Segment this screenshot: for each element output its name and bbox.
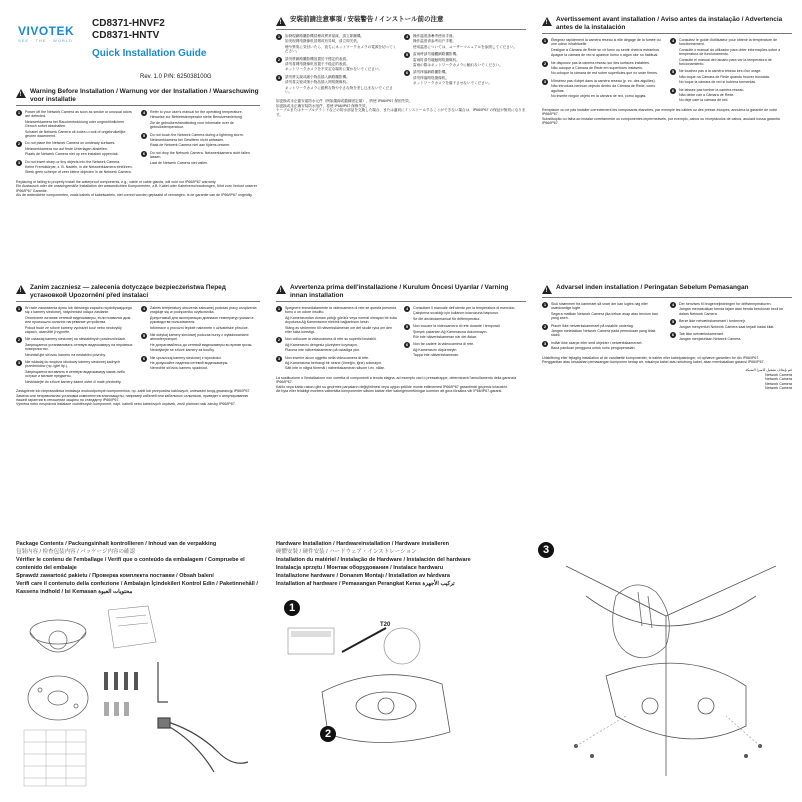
label-sticker-bar [291, 631, 331, 637]
step-number-icon: 4 [142, 110, 146, 115]
warning-text: Non inserire alcun oggetto nella videocamera di rete. [285, 355, 370, 360]
warning-text: Zie de gebruikershandleiding voor informatie over de gebruikstemperatuur. [150, 120, 234, 130]
subtitle-line: Installation af hardware / Pemasangan Perangkat Keras تركيب الأجهزة [276, 581, 455, 587]
warning-text: Nie ustawiaj kamery sieciowej na niestabilnych powierzchniach. [25, 337, 127, 342]
warning-text: Jangan menjatuhkan Network Camera. [679, 337, 742, 342]
warning-text: Ne laissez pas tomber la caméra réseau. [679, 87, 745, 92]
screwdriver [342, 628, 386, 652]
note-line: Network Camera [765, 381, 792, 386]
warning-item [404, 306, 526, 321]
warning-text: Der henvises til brugervejledningen for driftstemperaturen. [679, 302, 772, 306]
step-number-icon: 4 [671, 302, 675, 307]
step-number-icon: 3 [277, 74, 281, 80]
step-number-icon: 6 [405, 70, 409, 76]
warning-item [404, 34, 526, 49]
warning-text: 如发现网络摄像机冒烟或有异味，请立即关机。 [285, 39, 361, 44]
note-line: ケーブルまたはケーブルグランドなどの防水部品を交換した場合、または適切にインストールすることができない場合は、IP66/IP67 の保証が無効になります。 [276, 108, 526, 117]
note-line: Ein Austausch oder die unsachgemäße Installation der wasserdichten Komponenten, z.B. Kabel oder Kabelverschraubungen, führt zum Verlust unserer IP66/IP67 Garantie. [16, 184, 257, 193]
arabic-warnings [542, 368, 792, 390]
hardware-title: Hardware Installation / Hardwareinstallation / Hardware installeren [276, 541, 449, 547]
warning-item [141, 110, 260, 130]
warning-text: Ne disposez pas la caméra réseau sur des surfaces instables. [551, 60, 650, 65]
step-3-badge: 3 [538, 542, 554, 558]
warning-text: Çalıştırma sıcaklığı için kullanım kılavuzuna başvurun. [413, 311, 500, 316]
note-line: Substituição ou falha ao instalar corretamente os componentes impermeáveis, por exemplo, cabos ou receptáculos de cabos, anulará nossa garantia IP66/IP67. [542, 116, 780, 126]
warning-item [276, 306, 398, 334]
note-line: Network Camera [765, 372, 792, 377]
hardware-illustration [282, 622, 522, 792]
step-number-icon: 6 [671, 332, 675, 338]
warning-heading: ! Warning Before Installation / Warnung vor der Installation / Waarschuwing voor installatie [16, 88, 260, 106]
model-names: CD8371-HNVF2 CD8371-HNTV [92, 18, 165, 41]
warning-text: Zakres temperatury otoczenia zalecanej podczas pracy urządzenia znajduje się w podręczniku użytkownika. [150, 306, 257, 315]
warning-item [670, 38, 792, 66]
step-number-icon: 2 [543, 323, 547, 329]
step-number-icon: 5 [405, 324, 409, 330]
warning-text: Raak de Netwerk Camera niet aan tijdens onweer. [150, 143, 231, 148]
warning-text: Netzwerkkamera bei Rauchentwicklung oder ungewöhnlichem Geruch sofort abschalten. [25, 119, 125, 129]
subtitle-line: Sprawdź zawartość pakietu / Проверка комплекта поставки / Obsah balení [16, 573, 214, 579]
warning-text: Sätt inte in några föremål i nätverkskameran såsom t.ex. nålar. [285, 366, 385, 371]
warning-icon [16, 285, 26, 295]
warning-text: Se din användarmanual för driftemperatur. [413, 316, 481, 321]
warning-text: Steek geen scherpe of zeer kleine objecten in de Netwerk Camera. [25, 170, 132, 175]
warning-item [404, 324, 526, 339]
warranty-note [16, 389, 260, 407]
warning-icon [542, 285, 552, 295]
warning-text: 雷雨時請勿碰觸網路攝影機。 [413, 52, 460, 57]
step-number-icon: 6 [671, 87, 675, 93]
warning-text: Pokud bude ze síťové kamery vycházet kouř nebo neobvyklý zápach, okamžitě ji vypněte. [25, 325, 122, 335]
step-number-icon: 1 [17, 110, 21, 115]
note-line: Kablo veya kablo rakoru gibi su geçirmez parçaların değiştirilmesi veya uygun şekilde monte edilmemesi IP66/IP67 garantimizi geçersiz kılacaktır. [276, 384, 508, 389]
warning-text: Não toque na Câmara de Rede quando houver trovoada. [679, 74, 770, 79]
note-line: Network Camera [765, 377, 792, 382]
package-illustration [18, 602, 258, 792]
warning-text: Apague la cámara de red si aparece humo o algún olor no habitual. [551, 53, 659, 58]
warning-text: No toque la cámara de red si hubiera tormentas. [679, 80, 757, 85]
warning-text: 如發現網路攝影機冒煙或異常氣味，請立即關機。 [285, 34, 365, 38]
warning-text: Refer to your user's manual for the operating temperature. [150, 110, 243, 114]
warning-text: Consultez le guide d'utilisateur pour obtenir la température de fonctionnement. [679, 38, 777, 47]
warning-text: Desligue a Câmara de Rede se vir fumo ou sentir cheiros estranhos. [551, 47, 661, 52]
warning-text: 操作温度请参考用户手册。 [413, 39, 457, 44]
warning-text: Do not insert sharp or tiny objects into the Network Camera. [25, 159, 121, 164]
guide-title: Quick Installation Guide [92, 48, 207, 59]
fr-warning-panel [536, 4, 798, 266]
warning-text: Tappa inte nätverkskameran. [413, 353, 460, 358]
warning-text: Informace o provozní teplotě naleznete v uživatelské příručce. [150, 325, 249, 330]
note-line: Výměna nebo nesprávná instalace vodotěsných komponent, např. kabelů nebo kabelových ucpávek, zruší platnost naší záruky IP66/IP67. [16, 402, 236, 407]
camera-dome [30, 620, 86, 652]
warning-item [670, 319, 792, 329]
warning-text: Non collocare la videocamera di rete su superfici instabili. [285, 337, 377, 342]
step-number-icon: 5 [405, 52, 409, 58]
step-number-icon: 3 [277, 355, 281, 361]
note-line: Zastąpienie lub nieprawidłowa instalacja wodoodpornych komponentów, np. kabli lub przepustów kablowych, unieważni twoją gwarancję IP66/IP67. [16, 389, 251, 394]
screws [104, 672, 138, 690]
note-line: Замена или неправильная установка компонентов влагозащиты, например кабелей или кабельных сальников, приведет к аннулированию нашей гарантии в отношении защиты по стандарту IP66/IP67. [16, 393, 249, 402]
warning-item [670, 332, 792, 342]
subtitle-line: Installazione hardware / Donanım Montajı / Installation av hårdvara [276, 573, 450, 579]
warning-text: 請勿將網路攝影機放置於不穩定的表面。 [285, 56, 350, 61]
warning-text: Non toccare la videocamera di rete durante i temporali. [413, 324, 501, 329]
warning-icon [542, 17, 552, 27]
warning-text: Nevkládejte do síťové kamery žádné ostré či malé předměty. [25, 379, 122, 384]
warning-text: 操作溫度請參考使用手冊。 [413, 34, 457, 38]
camera-body [606, 663, 746, 739]
warning-text: Не дотрагивайтесь до сетевой видеокамеры во время грозы. [150, 342, 253, 347]
warning-text: Şimşek çakarken Ağ Kamerasına dokunmayın. [413, 329, 488, 334]
warning-text: Laat de Netwerk Camera niet vallen. [150, 160, 209, 165]
warning-item [276, 337, 398, 352]
warning-text: Placera inte nätverkskameran på ostadiga ytor. [285, 348, 360, 353]
step-number-icon: 6 [142, 355, 146, 361]
warning-text: Netzwerkkamera nur auf feste Unterlagen abstellen. [25, 146, 108, 151]
warning-text: Spegnere immediatamente la videocamera di rete se questa presenta fumo o un odore insolito. [285, 306, 397, 315]
hand-icon [613, 585, 670, 658]
guide-booklet [108, 606, 156, 648]
warning-text: Jangan memasukkan benda tajam atau benda berukuran kecil ke dalam Network Camera. [679, 307, 784, 316]
note-line: La sostituzione o l'installazione non corretta di componenti a tenuta stagna, ad esempio cavi o pressatrappe, determinerà l'annullamento della garanzia IP66/IP67. [276, 375, 517, 385]
warning-item [141, 333, 260, 353]
warning-text: Hinweise zur Betriebstemperatur siehe Benutzeranleitung. [150, 115, 243, 120]
warning-text: Ağ Kamerasını düşürmeyin. [413, 347, 458, 352]
warning-text: Consultare il manuale dell'utente per la temperatura di esercizio. [413, 306, 516, 310]
warranty-note [276, 99, 526, 117]
warning-text: Отключите питание сетевой видеокамеры, если появился дым или произошло сильное нагревание устройства. [25, 315, 131, 325]
subtitle-line: 硬體安裝 / 硬件安装 / ハードウェア・インストレーション [276, 549, 417, 555]
warning-item [16, 360, 135, 384]
warning-item [141, 151, 260, 165]
warning-text: 请勿摔落网络摄像机。 [413, 75, 449, 80]
warning-item [141, 356, 260, 371]
warning-text: 煙や異臭に気付いたら、直ちにネットワークカメラの電源を切ってください。 [285, 44, 397, 54]
step-number-icon: 5 [671, 319, 675, 325]
warranty-note [16, 180, 260, 198]
warning-text: Segera matikan Network Camera jika keluar asap atau tercium bau yang aneh. [551, 311, 658, 321]
warning-text: Do not touch the Network Camera during a lightning storm. [150, 132, 244, 137]
step-number-icon: 3 [17, 360, 21, 366]
warning-text: No deje caer la cámara de red. [679, 98, 729, 103]
subtitle-line: Verifi care il contenuto della confezione / Ambalajın İçindekileri Kontrol Edin / Paketinnehåll / Kassens indhold / Isi Kemasan محتويات العبوة [16, 581, 258, 595]
warning-text: Rör inte nätverkskameran när det åskar. [413, 335, 477, 340]
vivotek-logo: VIVOTEK SEE · THE · WORLD [18, 24, 75, 43]
cover-panel [4, 4, 266, 266]
warning-text: 請勿將尖銳或細小物品插入網路攝影機。 [285, 74, 350, 79]
warning-text: Consulte el manual del usuario para ver la temperatura de funcionamiento. [679, 57, 772, 67]
warning-text: Consulte o manual do utilizador para obter informações sobre a temperatura de funcionamento. [679, 47, 781, 57]
warning-text: Nenechte síťovou kameru spadnout. [150, 366, 209, 371]
warning-text: Ağ Kamerasına herhangi bir nesne (örneğin, iğne) sokmayın. [285, 361, 383, 366]
warning-text: Baca panduan pengguna untuk suhu pengoperasian. [551, 346, 636, 351]
warning-text: Tab ikke netværkskameraet. [679, 332, 724, 337]
warning-heading: ! Avvertenza prima dell'installazione / Kurulum Öncesi Uyarılar / Varning innan installation [276, 284, 526, 302]
warning-text: Запрещается вставлять в сетевую видеокамеру какие-либо острые и мелкие предметы. [25, 369, 125, 379]
warning-text: Placér ikke netværkskameraet på ustabile underlag. [551, 323, 634, 328]
step-number-icon: 2 [17, 141, 21, 147]
warning-text: Schakel de Netwerk Camera uit zodra u rook of ongebruikelijke geuren waarneemt. [25, 129, 126, 139]
warning-item [542, 61, 664, 76]
warning-text: Plaats de Netwerk Camera niet op een instabiel oppervlak. [25, 152, 119, 157]
step3-panel [536, 536, 798, 798]
warning-heading: ! Zanim zaczniesz — zalecenia dotyczące bezpieczeństwa Перед установкой Upozornění před instalací [16, 284, 260, 302]
warranty-note [542, 356, 792, 365]
note-line: Udskiftning eller fejlagtig installation af de vandtætte komponenter, fx kabler eller kabelpakninger, vil ophæve garantien for din IP66/IP67. [542, 355, 760, 360]
warning-text: 请勿将网络摄像机放置于不稳定的表面。 [285, 62, 350, 67]
revision: Rev. 1.0 P/N: 625038100G [140, 74, 212, 80]
warning-text: 使用温度については、ユーザーマニュアルを参照してください。 [413, 44, 518, 49]
warning-text: Éteignez rapidement la caméra réseau si elle dégage de la fumée ou une odeur inhabituelle. [551, 38, 661, 47]
step-number-icon: 5 [142, 333, 146, 339]
warning-text: Допустимый для эксплуатации диапазон температур указан в руководстве пользователя. [150, 315, 254, 325]
warning-item [141, 133, 260, 148]
warning-item [542, 341, 664, 351]
warning-text: Do not place the Network Camera on unsteady surfaces. [25, 141, 116, 146]
zoom-circle [384, 628, 420, 664]
warranty-card [24, 730, 86, 786]
warning-text: Stäng av strömmen till nätverkskameran om det skulle ryka om den eller lukta konstigt. [285, 325, 393, 335]
da-warning-panel [536, 270, 798, 532]
torx-key [158, 662, 168, 702]
warning-item [276, 75, 398, 95]
warning-item [542, 324, 664, 338]
warning-text: Не допускайте падения сетевой видеокамеры. [150, 361, 229, 366]
hardware-subtitles [276, 548, 526, 588]
package-subtitles [16, 548, 260, 596]
warning-heading: ! 安裝前請注意事項 / 安装警告 / インストール前の注意 [276, 16, 526, 30]
warning-text: Jangan menyentuh Network Camera saat terjadi badai kilat. [679, 324, 775, 329]
warning-text: 請勿摔落網路攝影機。 [413, 70, 449, 75]
step-number-icon: 1 [277, 34, 281, 39]
subtitle-line: Vérifier le contenu de l'emballage / Verifi que o conteúdo da embalagem / Compruebe el contenido del embalaje [16, 557, 245, 571]
warning-item [404, 52, 526, 67]
corner-mount [566, 566, 776, 776]
subtitle-line: Installation du matériel / Instalação de Hardware / Instalación del hardware [276, 557, 471, 563]
warning-text: ネットワークカメラを不安定な場所に置かないでください。 [285, 67, 383, 72]
camera-open-view [322, 675, 450, 743]
step-number-icon: 2 [277, 337, 281, 343]
warranty-note [276, 376, 526, 394]
note-line: 如更換或未正確安裝防水元件（例如纜線或纜線固定頭），將使 IP66/IP67 保固失效。 [276, 99, 413, 104]
warning-text: 雷雨の際はネットワークカメラに触れないでください。 [413, 63, 503, 68]
step-2-badge: 2 [320, 726, 336, 742]
warning-text: Netzwerkkamera bei Gewittern nicht anfassen. [150, 138, 225, 143]
warning-text: Sluk strømmen fra kameraet så snart der kan lugtes røg eller usædvanlige lugte. [551, 302, 648, 311]
step-number-icon: 4 [405, 34, 409, 39]
step-number-icon: 3 [543, 340, 547, 346]
warning-item [670, 302, 792, 316]
package-contents-panel [4, 536, 266, 798]
warning-item [16, 141, 135, 156]
subtitle-line: Instalacja sprzętu / Монтаж оборудования / Instalace hardwaru [276, 565, 444, 571]
warning-item [16, 337, 135, 357]
note-line: Penggantian atau kesalahan pemasangan komponen kedap air, misalnya kabel atau selubung kabel, akan membatalkan garansi IP66/IP67. [542, 360, 765, 365]
warning-item [276, 356, 398, 371]
step-number-icon: 5 [671, 69, 675, 75]
warning-item [16, 306, 135, 334]
warning-item [542, 38, 664, 58]
warning-item [16, 160, 135, 175]
warning-item [276, 34, 398, 54]
warning-text: 雷雨时请勿碰触网络摄像机。 [413, 57, 460, 62]
warning-text: Nie wkładaj do wnętrza obudowy kamery sieciowej żadnych przedmiotów (np. igieł itp.). [25, 360, 121, 369]
warning-item [542, 302, 664, 321]
step-number-icon: 1 [277, 306, 281, 311]
warning-text: No coloque la cámara de red sobre superficies que no sean firmes. [551, 71, 658, 76]
wall-plugs [104, 702, 129, 716]
tool-label: T20 [380, 622, 391, 628]
warranty-note [542, 108, 792, 126]
step-number-icon: 4 [405, 306, 409, 311]
warning-item [141, 306, 260, 330]
step-number-icon: 1 [543, 302, 547, 307]
note-line: Network Camera [765, 386, 792, 391]
warning-text: Não deixe cair a Câmara de Rede. [679, 93, 735, 98]
warning-text: Ne touchez pas à la caméra réseau lors d'un orage. [679, 69, 762, 74]
step-number-icon: 3 [17, 159, 21, 165]
warning-heading: ! Advarsel inden installation / Peringatan Sebelum Pemasangan [542, 284, 792, 298]
note-line: Replacing or failing to properly install the waterproof components, e.g., cable or cable glands, will void our IP66/IP67 warranty. [16, 179, 217, 184]
warning-text: Запрещается устанавливать сетевую видеокамеру на неровных поверхностях. [25, 342, 133, 352]
warning-icon [16, 89, 26, 99]
step-number-icon: 4 [142, 306, 146, 311]
note-line: Remplacer ou ne pas installer correctement les composants étanches, par exemple les câbles ou des presse-étoupes, annulera la garantie de votre IP66/IP67. [542, 107, 778, 117]
warning-item [542, 79, 664, 99]
step-number-icon: 2 [17, 337, 21, 343]
warning-item [404, 342, 526, 357]
step-number-icon: 5 [142, 132, 146, 138]
step3-illustration [546, 556, 790, 792]
mount-plate [28, 676, 88, 720]
warning-heading: ! Avertissement avant installation / Aviso antes da instalação / Advertencia antes de la instalación [542, 16, 792, 34]
warning-icon [276, 285, 286, 295]
step-1-badge: 1 [284, 600, 300, 616]
warning-text: ネットワークカメラに鋭利な物や小さな物を差し込まないでください。 [285, 85, 393, 95]
warning-text: Neumisťujte síťovou kameru na nestabilní povrchy. [25, 352, 106, 357]
warning-text: Indfør ikke skarpe eller små objekter i netværkskameraet. [551, 340, 643, 345]
warning-text: Power off the Network Camera as soon as smoke or unusual odors are detected. [25, 110, 132, 119]
note-line: قم بإيقاف تشغيل كاميرا الشبكة [745, 368, 792, 373]
warning-icon [276, 17, 286, 27]
step-number-icon: 2 [543, 60, 547, 66]
cable-assembly [158, 718, 248, 772]
step-number-icon: 6 [142, 150, 146, 156]
step-number-icon: 2 [277, 56, 281, 62]
warning-text: Non far cadere la videocamera di rete. [413, 342, 475, 347]
warning-text: Não coloque a Câmara de Rede em superfícies instáveis. [551, 66, 643, 71]
warning-text: W razie zauważenia dymu lub dziwnego zapachu wydobywającego się z kamery sieciowej, natychmiast odłącz zasilanie. [25, 306, 132, 315]
warning-text: Nedotýkejte se síťové kamery za bouřky. [150, 348, 215, 353]
warning-text: N'insérez pas d'objet dans la caméra réseau (p. ex. des aiguilles). [551, 78, 656, 83]
mounting-screws [574, 744, 762, 758]
warning-section [16, 88, 260, 198]
package-title: Package Contents / Packungsinhalt kontrollieren / Inhoud van de verpakking [16, 541, 217, 547]
warning-text: Ağ Kamerasından duman çıktığı görülür veya normal olmayan bir koku duyulursa Ağ Kamerasının elektrik bağlantısını kesin. [285, 315, 398, 325]
warning-text: No inserte ningún objeto en la cámara de red, como agujas. [551, 94, 647, 99]
warning-item [16, 110, 135, 138]
warning-text: Nie upuszczaj kamery sieciowej z wysokości. [150, 355, 222, 360]
note-line: 如更换或未正确安装防水组件，将使 IP66/IP67 保修失效。 [276, 103, 370, 108]
warning-text: Berør ikke netværkskameraet i tordenvejr. [679, 319, 746, 324]
warning-item [670, 88, 792, 103]
pl-warning-panel [4, 270, 266, 532]
step-number-icon: 3 [543, 78, 547, 84]
warning-text: 请勿将尖锐或细小物品插入网络摄像机。 [285, 80, 350, 85]
warning-item [670, 69, 792, 84]
warning-item [404, 70, 526, 85]
warning-text: ネットワークカメラを落下させないでください。 [413, 81, 493, 86]
step-number-icon: 1 [543, 38, 547, 43]
note-line: Att byta eller felaktigt montera vattentäta komponenter såsom kablar eller kabelgenomföringar kommer att göra försäkra vår IP66/IP67-garanti. [276, 389, 503, 394]
it-warning-panel [270, 270, 532, 532]
warning-text: Keine Fremdkörper, z. B. Nadeln, in die Netzwerkkamera einführen. [25, 165, 133, 170]
hardware-panel [270, 536, 532, 798]
subtitle-line: 包裝內容 / 检查包装内容 / パッケージ内容の確認 [16, 549, 136, 555]
warning-text: Ağ Kamerasını dengesiz yüzeylere koymayın. [285, 342, 358, 347]
warning-text: Do not drop the Network Camera. Netzwerkkamera nicht fallen lassen. [150, 150, 250, 160]
warning-text: Nie dotykaj kamery sieciowej podczas burzy z wyładowaniami atmosferycznymi. [150, 333, 249, 342]
step-number-icon: 1 [17, 306, 21, 311]
guide-lines [576, 716, 760, 746]
step-number-icon: 4 [671, 38, 675, 43]
warning-text: Jangan meletakkan Network Camera pada permukaan yang tidak stabil. [551, 329, 656, 338]
note-line: Als de waterdichte componenten, zoals kabels of kabelwartels, niet correct worden geplaatst of vervangen, is de garantie van de IP66/IP67 ongeldig. [16, 193, 253, 198]
step-number-icon: 6 [405, 342, 409, 348]
warning-text: Não introduza nenhum objecto dentro da Câmara de Rede, como agulhas. [551, 84, 656, 93]
cjk-warning-panel [270, 4, 532, 266]
warning-item [276, 57, 398, 72]
